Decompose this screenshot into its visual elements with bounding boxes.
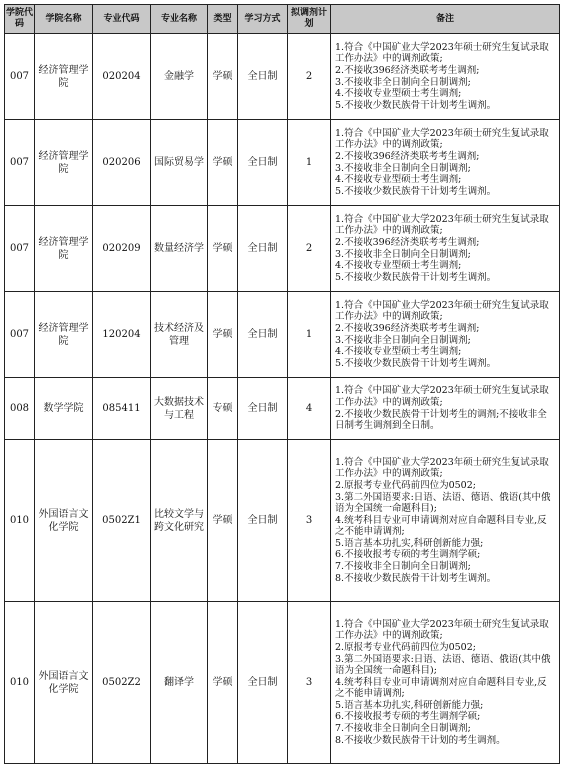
note-line: 8.不接收少数民族骨干计划的考生调剂。 <box>335 734 506 746</box>
table-row <box>5 206 560 292</box>
study-mode-cell: 全日制 <box>238 440 288 602</box>
table-body <box>5 34 560 764</box>
table-row <box>5 440 560 602</box>
type-cell: 学硕 <box>208 206 238 292</box>
type-cell: 学硕 <box>208 602 238 764</box>
note-line: 1.符合《中国矿业大学2023年硕士研究生复试录取工作办法》中的调剂政策; <box>335 41 549 65</box>
college-code-cell: 010 <box>5 440 35 602</box>
note-line: 7.不接收非全日制向全日制调剂; <box>335 561 471 573</box>
study-mode-cell: 全日制 <box>238 206 288 292</box>
major-name-cell: 金融学 <box>151 34 208 120</box>
header-plan: 拟调剂计划 <box>288 5 331 34</box>
notes-cell <box>331 378 560 440</box>
type-cell: 学硕 <box>208 440 238 602</box>
header-major-code: 专业代码 <box>93 5 151 34</box>
note-line: 6.不接收报考专硕的考生调剂学硕; <box>335 711 481 723</box>
adjustment-plan-table <box>4 4 560 764</box>
study-mode-cell: 全日制 <box>238 378 288 440</box>
type-cell: 学硕 <box>208 120 238 206</box>
note-line: 2.原报考专业代码前四位为0502; <box>335 641 476 653</box>
major-code-cell: 085411 <box>93 378 151 440</box>
note-line: 4.统考科目专业可申请调剂对应自命题科目专业,反之不能申请调剂; <box>335 676 547 700</box>
major-code-cell: 0502Z2 <box>93 602 151 764</box>
note-line: 2.不接收396经济类联考考生调剂; <box>335 64 480 76</box>
table-row <box>5 378 560 440</box>
notes-cell <box>331 602 560 764</box>
college-name-cell: 经济管理学院 <box>35 120 93 206</box>
note-line: 7.不接收非全日制向全日制调剂; <box>335 723 471 735</box>
note-line: 5.不接收少数民族骨干计划考生调剂。 <box>335 357 497 369</box>
table-row <box>5 292 560 378</box>
header-notes: 备注 <box>331 5 560 34</box>
note-line: 4.不接收专业型硕士考生调剂; <box>335 260 462 272</box>
major-name-cell: 翻译学 <box>151 602 208 764</box>
note-line: 5.语言基本功扎实,科研创新能力强; <box>335 699 484 711</box>
college-code-cell: 008 <box>5 378 35 440</box>
major-code-cell: 120204 <box>93 292 151 378</box>
adjustment-plan-table-wrap <box>4 4 559 764</box>
table-row <box>5 602 560 764</box>
note-line: 2.不接收少数民族骨干计划考生的调剂;不接收非全日制考生调剂到全日制。 <box>335 408 547 432</box>
note-line: 2.不接收396经济类联考考生调剂; <box>335 322 480 334</box>
college-name-cell: 经济管理学院 <box>35 34 93 120</box>
major-code-cell: 020206 <box>93 120 151 206</box>
college-name-cell: 数学学院 <box>35 378 93 440</box>
note-line: 4.不接收专业型硕士考生调剂; <box>335 174 462 186</box>
note-line: 5.不接收少数民族骨干计划考生调剂。 <box>335 99 497 111</box>
note-line: 3.第二外国语要求:日语、法语、德语、俄语(其中俄语为全国统一命题科目); <box>335 491 551 515</box>
note-line: 3.不接收非全日制向全日制调剂; <box>335 334 471 346</box>
college-name-cell: 外国语言文化学院 <box>35 440 93 602</box>
college-name-cell: 外国语言文化学院 <box>35 602 93 764</box>
note-line: 5.不接收少数民族骨干计划考生调剂。 <box>335 271 497 283</box>
type-cell: 专硕 <box>208 378 238 440</box>
college-code-cell: 007 <box>5 120 35 206</box>
note-line: 4.不接收专业型硕士考生调剂; <box>335 346 462 358</box>
college-code-cell: 007 <box>5 34 35 120</box>
college-code-cell: 007 <box>5 292 35 378</box>
header-row <box>5 5 560 34</box>
note-line: 1.符合《中国矿业大学2023年硕士研究生复试录取工作办法》中的调剂政策; <box>335 127 549 151</box>
note-line: 1.符合《中国矿业大学2023年硕士研究生复试录取工作办法》中的调剂政策; <box>335 618 549 642</box>
study-mode-cell: 全日制 <box>238 292 288 378</box>
college-name-cell: 经济管理学院 <box>35 206 93 292</box>
header-college-code: 学院代码 <box>5 5 35 34</box>
table-header <box>5 5 560 34</box>
notes-cell <box>331 34 560 120</box>
note-line: 5.语言基本功扎实,科研创新能力强; <box>335 537 484 549</box>
major-code-cell: 0502Z1 <box>93 440 151 602</box>
table-row <box>5 34 560 120</box>
major-name-cell: 技术经济及管理 <box>151 292 208 378</box>
college-code-cell: 010 <box>5 602 35 764</box>
note-line: 3.不接收非全日制向全日制调剂; <box>335 162 471 174</box>
major-name-cell: 大数据技术与工程 <box>151 378 208 440</box>
note-line: 4.不接收专业型硕士考生调剂; <box>335 88 462 100</box>
major-code-cell: 020209 <box>93 206 151 292</box>
major-name-cell: 比较文学与跨文化研究 <box>151 440 208 602</box>
note-line: 1.符合《中国矿业大学2023年硕士研究生复试录取工作办法》中的调剂政策; <box>335 385 549 408</box>
college-name-cell: 经济管理学院 <box>35 292 93 378</box>
note-line: 3.第二外国语要求:日语、法语、德语、俄语(其中俄语为全国统一命题科目); <box>335 653 551 677</box>
plan-cell: 4 <box>288 378 331 440</box>
note-line: 2.不接收396经济类联考考生调剂; <box>335 236 480 248</box>
plan-cell: 3 <box>288 440 331 602</box>
notes-cell <box>331 120 560 206</box>
note-line: 2.原报考专业代码前四位为0502; <box>335 479 476 491</box>
note-line: 2.不接收396经济类联考考生调剂; <box>335 150 480 162</box>
type-cell: 学硕 <box>208 34 238 120</box>
plan-cell: 1 <box>288 120 331 206</box>
plan-cell: 2 <box>288 206 331 292</box>
study-mode-cell: 全日制 <box>238 120 288 206</box>
table-row <box>5 120 560 206</box>
note-line: 6.不接收报考专硕的考生调剂学硕; <box>335 549 481 561</box>
note-line: 1.符合《中国矿业大学2023年硕士研究生复试录取工作办法》中的调剂政策; <box>335 213 549 237</box>
note-line: 1.符合《中国矿业大学2023年硕士研究生复试录取工作办法》中的调剂政策; <box>335 299 549 323</box>
note-line: 8.不接收少数民族骨干计划考生调剂。 <box>335 572 497 584</box>
plan-cell: 2 <box>288 34 331 120</box>
major-name-cell: 国际贸易学 <box>151 120 208 206</box>
major-code-cell: 020204 <box>93 34 151 120</box>
header-study-mode: 学习方式 <box>238 5 288 34</box>
type-cell: 学硕 <box>208 292 238 378</box>
notes-cell <box>331 206 560 292</box>
note-line: 4.统考科目专业可申请调剂对应自命题科目专业,反之不能申请调剂; <box>335 514 547 538</box>
header-type: 类型 <box>208 5 238 34</box>
college-code-cell: 007 <box>5 206 35 292</box>
plan-cell: 3 <box>288 602 331 764</box>
plan-cell: 1 <box>288 292 331 378</box>
notes-cell <box>331 292 560 378</box>
study-mode-cell: 全日制 <box>238 602 288 764</box>
note-line: 1.符合《中国矿业大学2023年硕士研究生复试录取工作办法》中的调剂政策; <box>335 456 549 480</box>
note-line: 5.不接收少数民族骨干计划考生调剂。 <box>335 185 497 197</box>
header-major-name: 专业名称 <box>151 5 208 34</box>
note-line: 3.不接收非全日制向全日制调剂; <box>335 248 471 260</box>
study-mode-cell: 全日制 <box>238 34 288 120</box>
major-name-cell: 数量经济学 <box>151 206 208 292</box>
note-line: 3.不接收非全日制向全日制调剂; <box>335 76 471 88</box>
notes-cell <box>331 440 560 602</box>
header-college-name: 学院名称 <box>35 5 93 34</box>
